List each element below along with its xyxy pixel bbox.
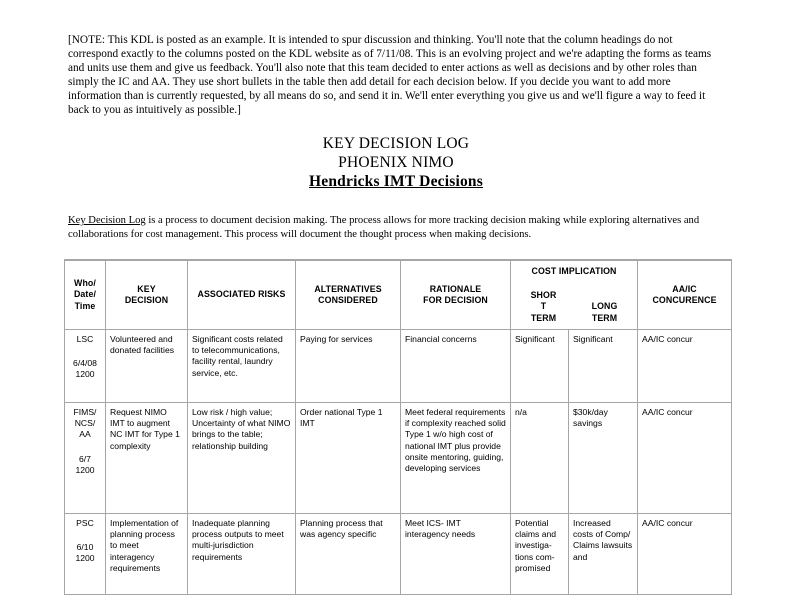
cell-cost-short-term: Significant xyxy=(511,330,569,403)
header-cost-implication-subheaders xyxy=(513,290,635,325)
cell-alternatives-considered: Planning process that was agency specific xyxy=(296,514,401,595)
cell-alternatives-considered: Order national Type 1 IMT xyxy=(296,403,401,514)
row-time: 1200 xyxy=(75,464,95,475)
header-who-line3: Time xyxy=(74,300,96,311)
cell-alternatives-considered: Paying for services xyxy=(296,330,401,403)
header-long-term-line2: TERM xyxy=(591,312,618,323)
column-header-associated-risks: ASSOCIATED RISKS xyxy=(188,260,296,330)
table-row xyxy=(65,403,732,514)
table-header-row xyxy=(65,260,732,330)
column-header-alternatives-considered xyxy=(296,260,401,330)
column-header-key-decision xyxy=(106,260,188,330)
header-concurrence-line2: CONCURENCE xyxy=(652,295,717,305)
who-spacer xyxy=(69,441,101,454)
cell-associated-risks: Inadequate planning process outputs to meet multi-jurisdiction requirements xyxy=(188,514,296,595)
header-short-term-line2: TERM xyxy=(530,312,557,323)
cell-key-decision: Volunteered and donated facilities xyxy=(106,330,188,403)
row-who-line2: NCS/ xyxy=(74,418,96,429)
header-key-decision-line2: DECISION xyxy=(124,295,169,305)
row-date: 6/4/08 xyxy=(73,358,97,369)
row-date: 6/7 xyxy=(79,453,91,464)
who-spacer xyxy=(69,529,101,542)
row-who-line1: FIMS/ xyxy=(73,407,97,417)
cell-rationale-for-decision: Meet ICS- IMT interagency needs xyxy=(401,514,511,595)
intro-lead-term: Key Decision Log xyxy=(68,215,146,226)
cell-rationale-for-decision: Financial concerns xyxy=(401,330,511,403)
table-row xyxy=(65,514,732,595)
cell-cost-short-term: n/a xyxy=(511,403,569,514)
cell-cost-long-term: Significant xyxy=(569,330,638,403)
column-header-rationale-for-decision xyxy=(401,260,511,330)
header-who-line2: Date/ xyxy=(73,289,96,300)
cell-aa-ic-concurrence: AA/IC concur xyxy=(638,514,732,595)
cell-cost-long-term: Increased costs of Comp/ Claims lawsuits and xyxy=(569,514,638,595)
table-header xyxy=(65,260,732,330)
key-decision-log-table xyxy=(64,259,732,595)
column-header-who-date-time xyxy=(65,260,106,330)
cell-key-decision: Implementation of planning process to meet interagency requirements xyxy=(106,514,188,595)
page-subtitle-2: Hendricks IMT Decisions xyxy=(309,173,483,190)
cell-who-date-time xyxy=(65,403,106,514)
cell-aa-ic-concurrence: AA/IC concur xyxy=(638,403,732,514)
row-who-line3: AA xyxy=(79,429,91,440)
header-short-term-line1: SHORT xyxy=(530,289,557,311)
page-subtitle: PHOENIX NIMO xyxy=(338,154,454,171)
row-date: 6/10 xyxy=(76,542,94,553)
table-body xyxy=(65,330,732,595)
header-rationale-line2: FOR DECISION xyxy=(423,295,488,305)
header-cost-implication-label: COST IMPLICATION xyxy=(531,266,617,276)
header-long-term xyxy=(574,301,635,324)
cell-who-date-time xyxy=(65,330,106,403)
header-key-decision-line1: KEY xyxy=(137,283,156,294)
header-alternatives-line2: CONSIDERED xyxy=(318,295,378,305)
row-time: 1200 xyxy=(75,553,95,564)
table-row xyxy=(65,330,732,403)
document-title-block xyxy=(0,134,792,191)
row-time: 1200 xyxy=(75,369,95,380)
cell-aa-ic-concurrence: AA/IC concur xyxy=(638,330,732,403)
cell-associated-risks: Significant costs related to telecommunications, facility rental, laundry service, etc. xyxy=(188,330,296,403)
cell-cost-short-term: Potential claims and investiga-tions com-promised xyxy=(511,514,569,595)
who-spacer xyxy=(69,345,101,358)
note-paragraph: [NOTE: This KDL is posted as an example. It is intended to spur discussion and thinking. You'll note that the column headings do not correspond exactly to the columns posted on the KDL website as of 7/11/08. This is an evolving project and we're adapting the forms as teams and units use them and give us feedback. You'll also note that this team decided to enter actions as well as decisions and by other roles than simply the IC and AA. They use short bullets in the table then add detail for each decision below. If you decide you want to add more information than is currently requested, by all means do so, and send it in. We'll enter everything you give us and we'll figure a way to feed it back to you as intuitively as possible.] xyxy=(68,34,712,117)
intro-rest-text: is a process to document decision making. The process allows for more tracking decision making while exploring alternatives and collaborations for cost management. This process will document the thought process when making decisions. xyxy=(68,215,700,240)
page-title: KEY DECISION LOG xyxy=(322,135,470,152)
column-header-aa-ic-concurrence xyxy=(638,260,732,330)
key-decision-log-table-wrapper xyxy=(64,259,731,595)
cell-rationale-for-decision: Meet federal requirements if complexity reached solid Type 1 w/o high cost of national IMT plus provide onsite mentoring, guiding, developing services xyxy=(401,403,511,514)
intro-paragraph xyxy=(68,214,718,241)
header-who-line1: Who/ xyxy=(74,277,96,288)
cell-who-date-time xyxy=(65,514,106,595)
cell-cost-long-term: $30k/day savings xyxy=(569,403,638,514)
header-alternatives-line1: ALTERNATIVES xyxy=(314,283,382,294)
header-concurrence-line1: AA/IC xyxy=(672,283,697,294)
header-short-term xyxy=(513,290,574,325)
row-who: LSC xyxy=(76,334,94,344)
row-who: PSC xyxy=(76,518,94,528)
header-rationale-line1: RATIONALE xyxy=(429,283,482,294)
cell-associated-risks: Low risk / high value; Uncertainty of what NIMO brings to the table; relationship building xyxy=(188,403,296,514)
column-header-cost-implication xyxy=(511,260,638,330)
header-long-term-line1: LONG xyxy=(591,301,618,311)
cell-key-decision: Request NIMO IMT to augment NC IMT for Type 1 complexity xyxy=(106,403,188,514)
